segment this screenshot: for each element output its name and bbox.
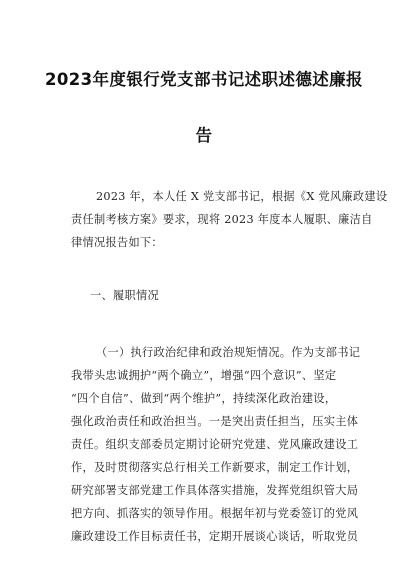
paragraph-line: 作，及时贯彻落实总行相关工作新要求，制定工作计划， <box>71 461 359 474</box>
document-title-line-1: 2023年度银行党支部书记述职述德述廉报 <box>45 70 363 89</box>
intro-line: 责任制考核方案》要求，现将 2023 年度本人履职、廉洁自 <box>71 213 373 226</box>
paragraph-line: 廉政建设工作目标责任书，定期开展谈心谈话，听取党员 <box>71 530 359 543</box>
paragraph-line: 责任。组织支部委员定期讨论研究党建、党风廉政建设工 <box>71 438 359 451</box>
intro-line: 2023 年，本人任 X 党支部书记，根据《X 党风廉政建设 <box>96 190 388 203</box>
paragraph-line: “四个自信”、做到“两个维护”，持续深化政治建设， <box>71 392 337 405</box>
paragraph-line: 把方向、抓落实的领导作用。根据年初与党委签订的党风 <box>71 507 359 520</box>
section-heading-text: 一、履职情况 <box>90 289 159 302</box>
paragraph-line: （一）执行政治纪律和政治规矩情况。作为支部书记 <box>96 346 361 359</box>
document-title-line-2: 告 <box>195 126 213 145</box>
paragraph-line: 强化政治责任和政治担当。一是突出责任担当，压实主体 <box>71 415 359 428</box>
paragraph-line: 我带头忠诚拥护“两个确立”，增强“四个意识”、坚定 <box>71 369 337 382</box>
paragraph-line: 研究部署支部党建工作具体落实措施，发挥党组织管大局 <box>71 484 359 497</box>
intro-line: 律情况报告如下： <box>71 236 163 249</box>
